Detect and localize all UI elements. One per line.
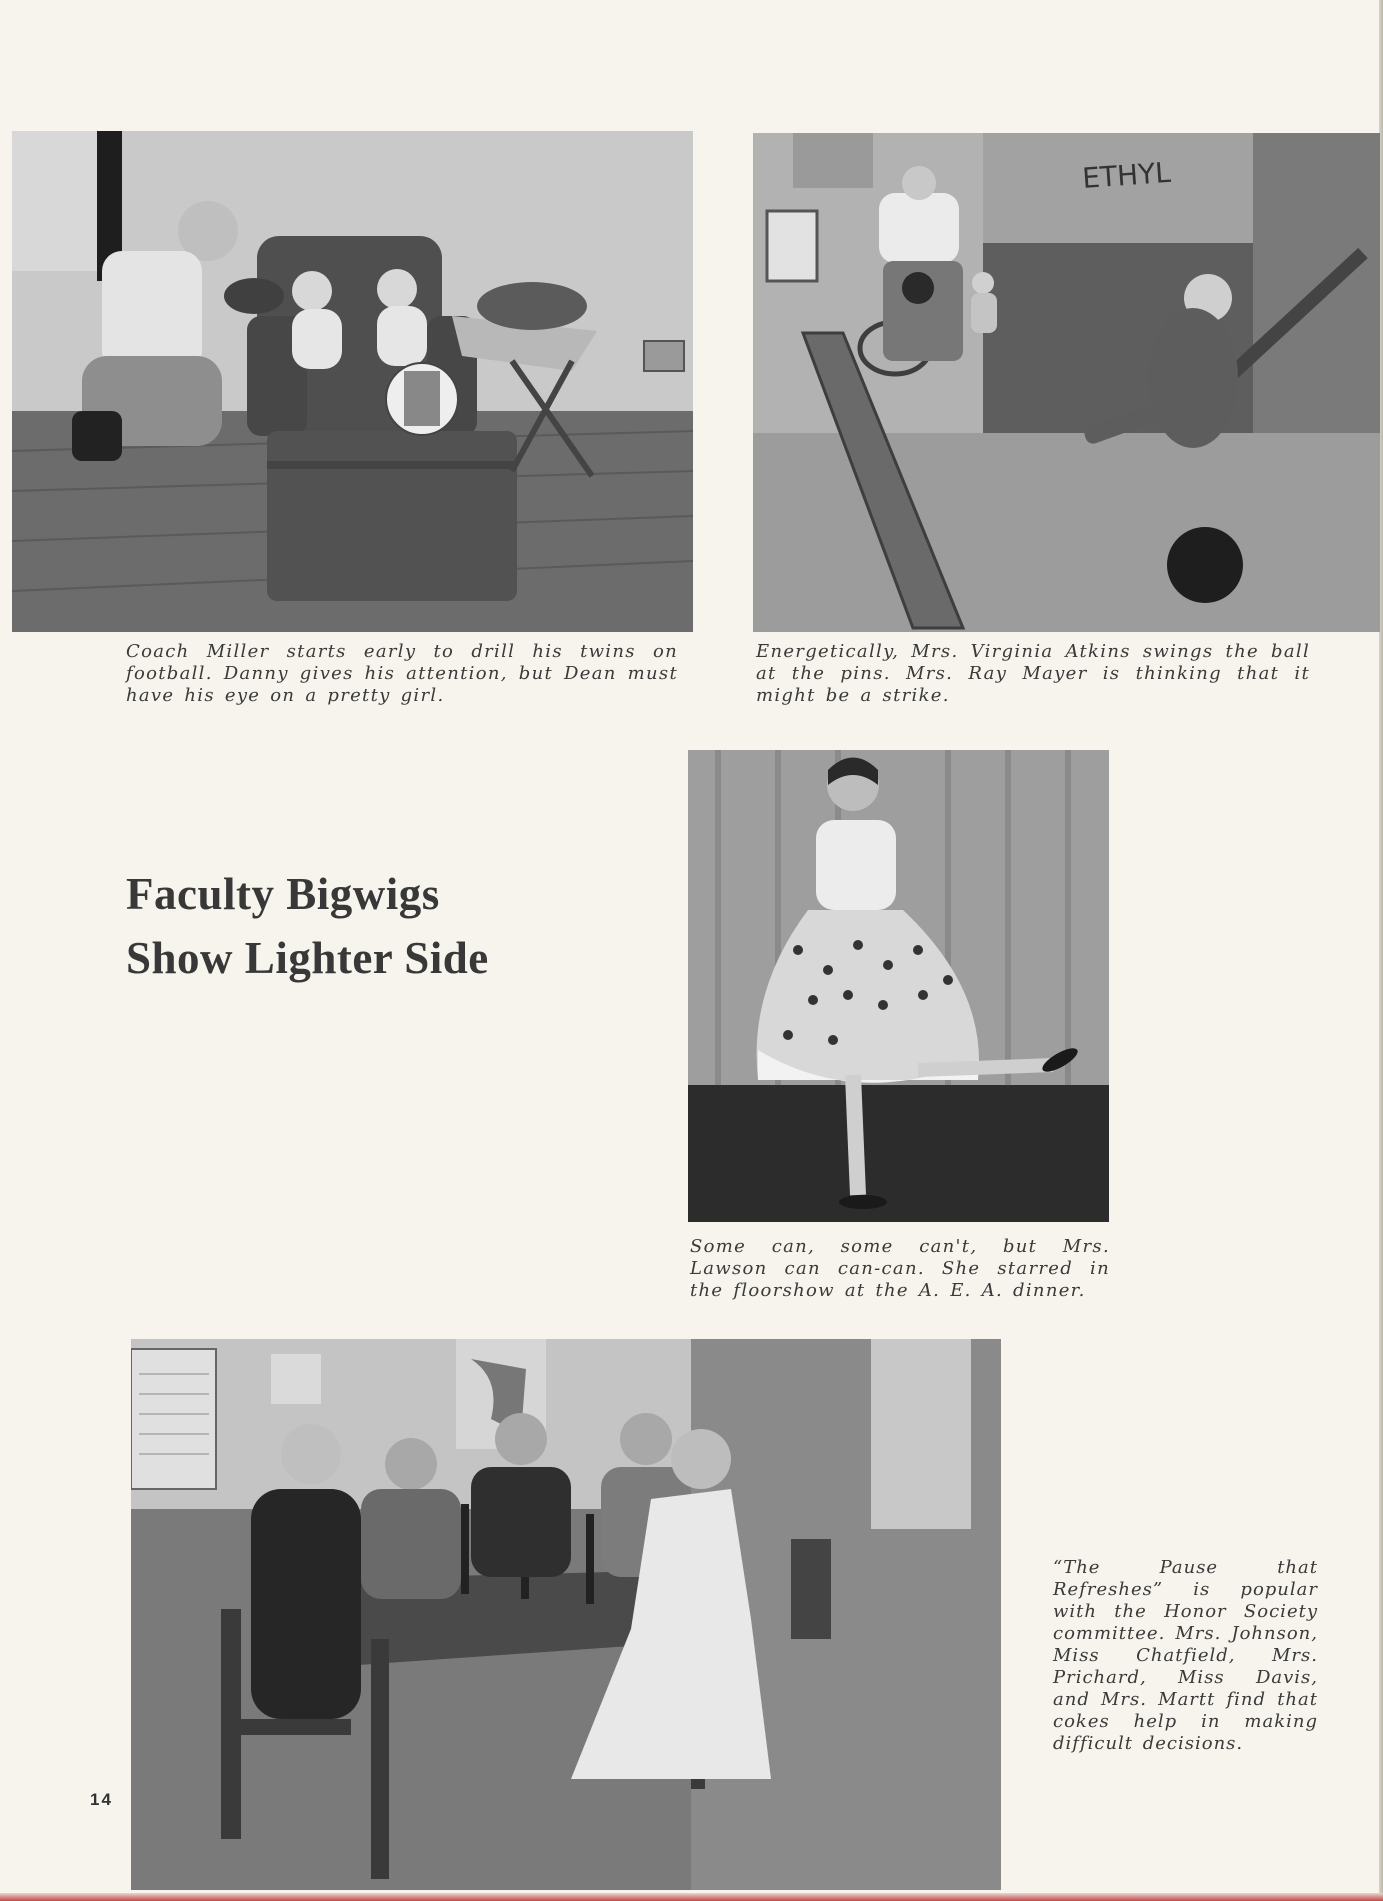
bowling-sign-text: ETHYL bbox=[1081, 155, 1172, 195]
photo-cancan bbox=[688, 750, 1109, 1222]
bowling-photo-illustration bbox=[753, 133, 1380, 632]
page-number: 14 bbox=[90, 1790, 113, 1809]
caption-cancan: Some can, some can't, but Mrs. Lawson can can-can. She starred in the floorshow at the A. E. A. dinner. bbox=[690, 1236, 1110, 1301]
cancan-photo-illustration bbox=[688, 750, 1109, 1222]
bottom-color-strip bbox=[0, 1893, 1383, 1901]
photo-coach-miller-twins bbox=[12, 131, 693, 632]
photo-honor-society-committee bbox=[131, 1339, 1001, 1890]
caption-honor-society: “The Pause that Refreshes” is popular with the Honor Society committee. Mrs. Johnson, Miss Chatfield, Mrs. Prichard, Miss Davis, and Mrs. Martt find that cokes help in making difficult decisions. bbox=[1053, 1557, 1318, 1754]
coach-photo-illustration bbox=[12, 131, 693, 632]
caption-bowling: Energetically, Mrs. Virginia Atkins swings the ball at the pins. Mrs. Ray Mayer is thinking that it might be a strike. bbox=[756, 641, 1310, 706]
caption-coach-miller: Coach Miller starts early to drill his twins on football. Danny gives his attention, but Dean must have his eye on a pretty girl. bbox=[126, 641, 678, 706]
page-title bbox=[126, 862, 489, 990]
committee-photo-illustration bbox=[131, 1339, 1001, 1890]
page-title-line-1: Faculty Bigwigs bbox=[126, 869, 440, 919]
photo-bowling bbox=[753, 133, 1380, 632]
page-title-line-2: Show Lighter Side bbox=[126, 933, 489, 983]
